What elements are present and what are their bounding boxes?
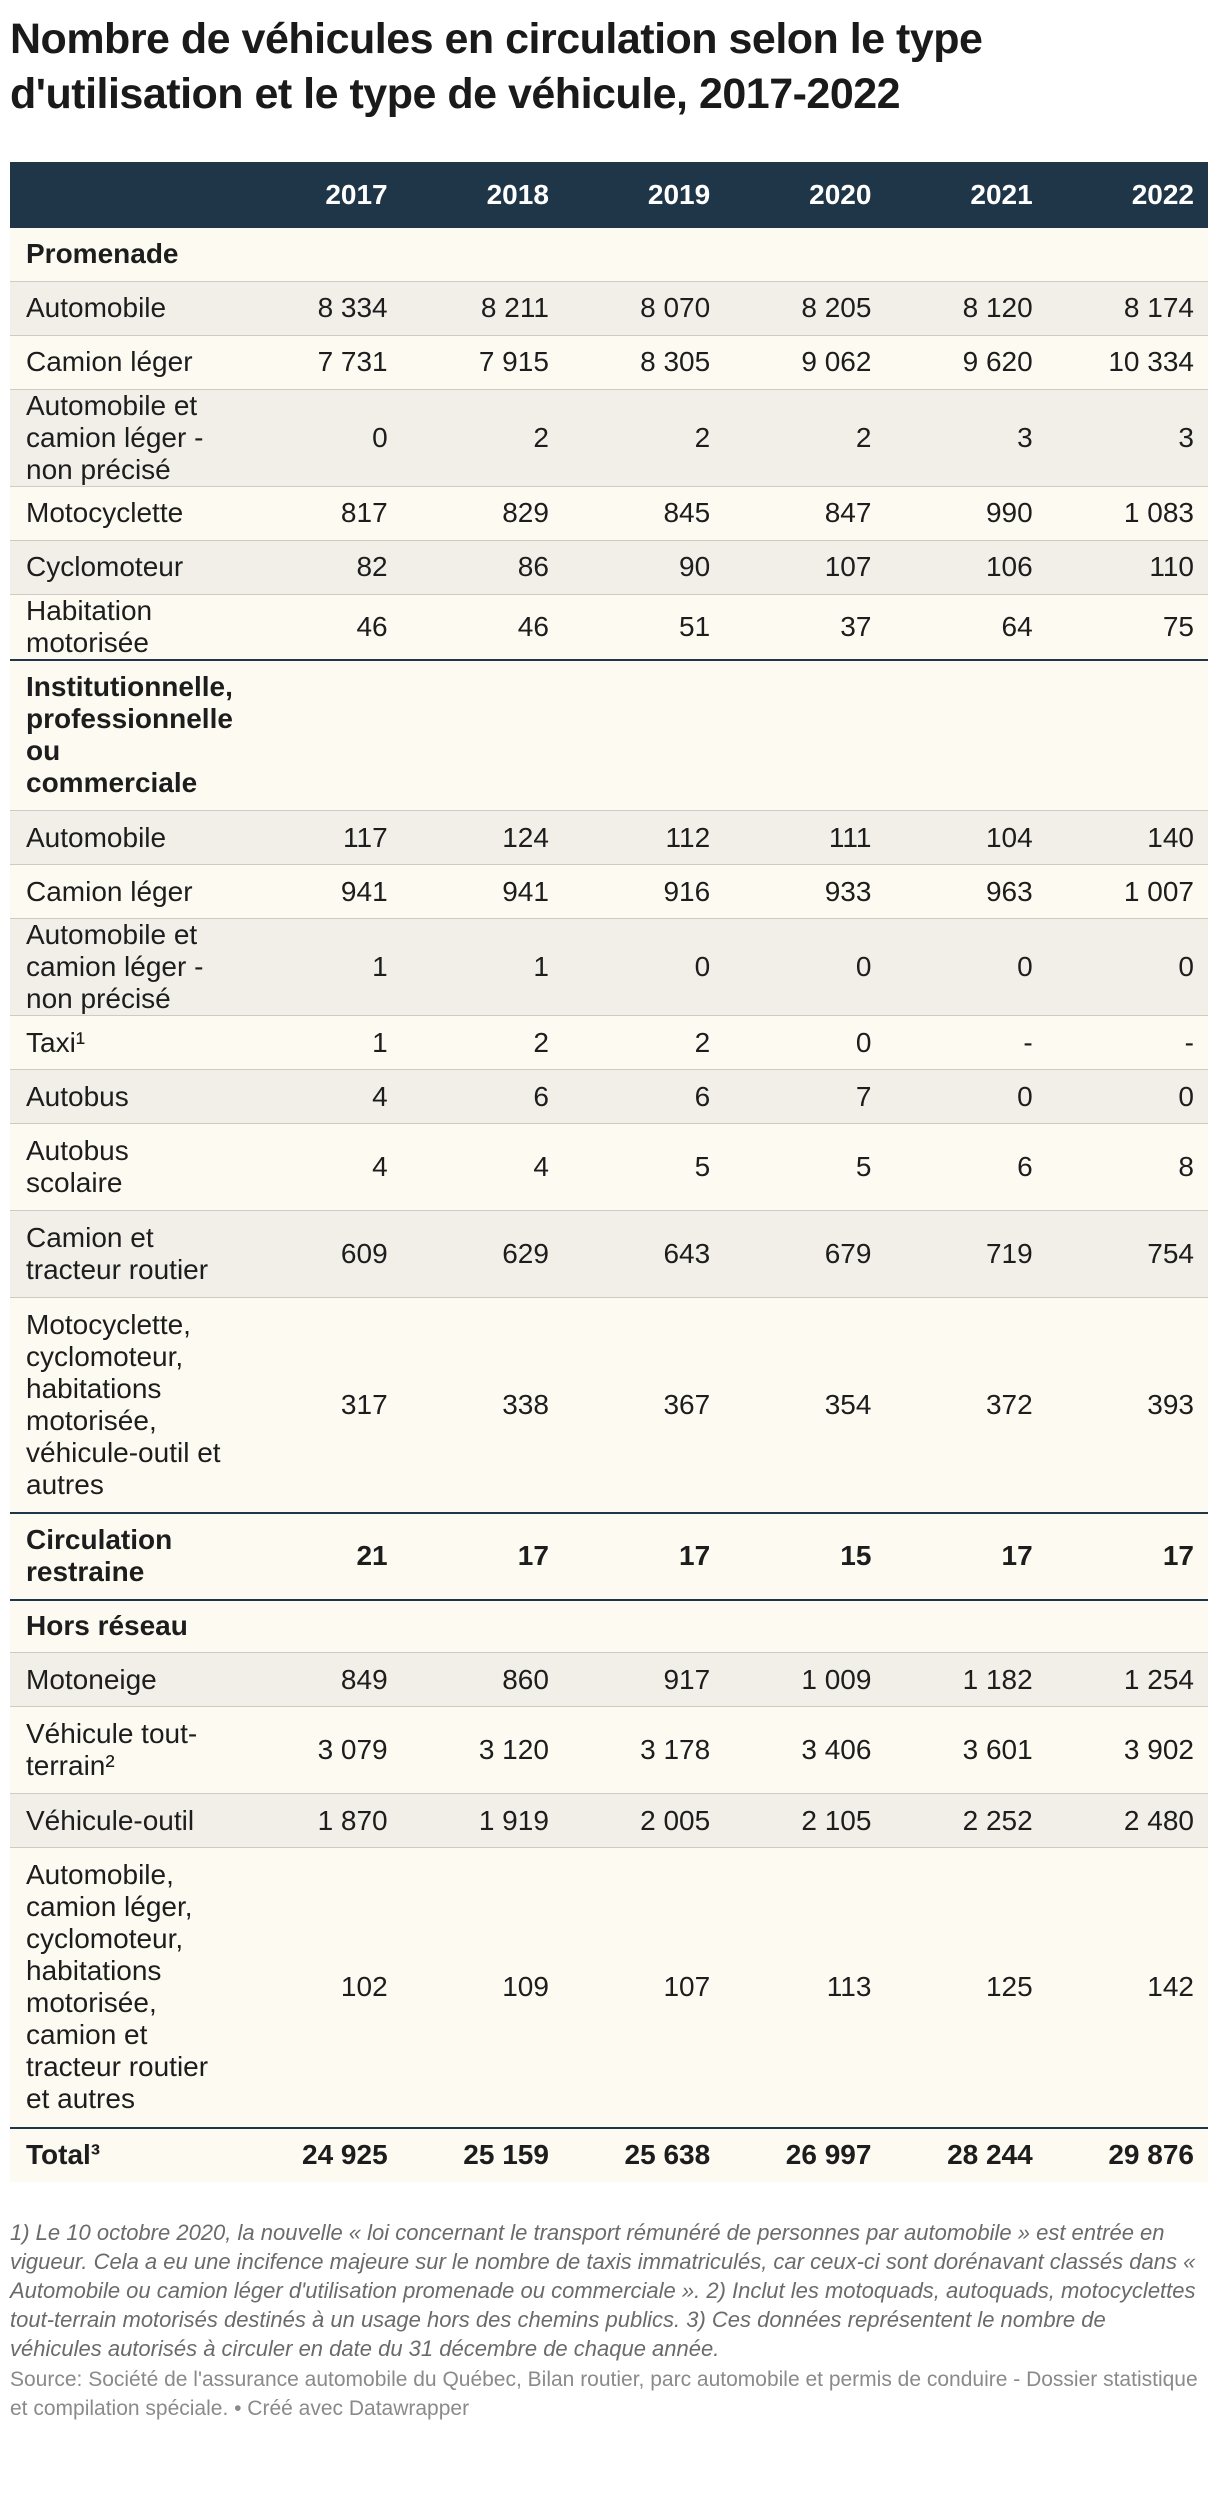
table-cell: 86 (402, 540, 563, 594)
table-cell: 372 (885, 1298, 1046, 1513)
table-cell (724, 228, 885, 281)
table-cell: 142 (1047, 1848, 1208, 2128)
table-cell: 8 211 (402, 281, 563, 335)
table-cell: 112 (563, 811, 724, 865)
table-cell: 82 (240, 540, 401, 594)
table-cell: 17 (402, 1513, 563, 1600)
row-label: Automobile et camion léger - non précisé (10, 389, 240, 486)
table-cell (1047, 1600, 1208, 1653)
table-cell: 609 (240, 1211, 401, 1298)
table-cell: 51 (563, 594, 724, 660)
table-cell: 106 (885, 540, 1046, 594)
table-cell: 2 005 (563, 1794, 724, 1848)
table-cell: 679 (724, 1211, 885, 1298)
table-cell: 17 (1047, 1513, 1208, 1600)
table-row (10, 1653, 1208, 1707)
table-cell (563, 228, 724, 281)
table-cell (240, 660, 401, 811)
table-cell: 0 (724, 1016, 885, 1070)
table-row (10, 1070, 1208, 1124)
table-row (10, 281, 1208, 335)
category-row (10, 2128, 1208, 2182)
table-row (10, 389, 1208, 486)
table-cell (563, 1600, 724, 1653)
row-label: Motocyclette, cyclomoteur, habitations motorisée, véhicule-outil et autres (10, 1298, 240, 1513)
category-row (10, 1513, 1208, 1600)
table-cell: 941 (240, 865, 401, 919)
table-cell: 21 (240, 1513, 401, 1600)
table-cell: 1 (402, 919, 563, 1016)
table-cell: 24 925 (240, 2128, 401, 2182)
table-cell: 7 (724, 1070, 885, 1124)
table-cell: 102 (240, 1848, 401, 2128)
table-cell: 990 (885, 486, 1046, 540)
table-cell: 7 731 (240, 335, 401, 389)
table-cell: 2 480 (1047, 1794, 1208, 1848)
table-cell: 10 334 (1047, 335, 1208, 389)
data-table (10, 162, 1208, 2182)
table-cell: 4 (240, 1124, 401, 1211)
source-note: Source: Société de l'assurance automobile du Québec, Bilan routier, parc automobile et permis de conduire - Dossier statistique et compilation spéciale. • Créé avec Datawrapper (10, 2367, 1198, 2420)
table-cell: 3 (885, 389, 1046, 486)
table-row (10, 919, 1208, 1016)
table-cell: 6 (563, 1070, 724, 1124)
table-cell (1047, 228, 1208, 281)
table-cell: 111 (724, 811, 885, 865)
table-cell: 113 (724, 1848, 885, 2128)
table-cell: 6 (885, 1124, 1046, 1211)
table-cell: 104 (885, 811, 1046, 865)
table-cell: 4 (240, 1070, 401, 1124)
row-label: Total³ (10, 2128, 240, 2182)
table-cell: 29 876 (1047, 2128, 1208, 2182)
table-row (10, 1124, 1208, 1211)
table-cell: 3 601 (885, 1707, 1046, 1794)
table-cell: 9 620 (885, 335, 1046, 389)
table-cell: 17 (885, 1513, 1046, 1600)
table-cell: 1 254 (1047, 1653, 1208, 1707)
table-cell (1047, 660, 1208, 811)
table-cell: 3 079 (240, 1707, 401, 1794)
table-cell: 109 (402, 1848, 563, 2128)
table-cell: 125 (885, 1848, 1046, 2128)
table-row (10, 486, 1208, 540)
column-header: 2019 (563, 162, 724, 228)
column-header: 2018 (402, 162, 563, 228)
table-cell: 1 (240, 1016, 401, 1070)
table-cell: 1 083 (1047, 486, 1208, 540)
table-cell: 2 105 (724, 1794, 885, 1848)
table-cell: 25 159 (402, 2128, 563, 2182)
table-cell: 1 009 (724, 1653, 885, 1707)
table-cell (724, 1600, 885, 1653)
row-label: Circulation restraine (10, 1513, 240, 1600)
table-cell: 338 (402, 1298, 563, 1513)
table-row (10, 1848, 1208, 2128)
table-cell: 107 (724, 540, 885, 594)
table-cell (240, 228, 401, 281)
table-cell: 107 (563, 1848, 724, 2128)
table-cell: 28 244 (885, 2128, 1046, 2182)
table-cell: 0 (885, 1070, 1046, 1124)
row-label: Camion léger (10, 335, 240, 389)
table-cell: 3 406 (724, 1707, 885, 1794)
table-cell: 933 (724, 865, 885, 919)
row-label: Taxi¹ (10, 1016, 240, 1070)
table-cell: 8 174 (1047, 281, 1208, 335)
table-cell: 3 178 (563, 1707, 724, 1794)
table-cell: 3 902 (1047, 1707, 1208, 1794)
table-cell: 5 (563, 1124, 724, 1211)
table-cell: 110 (1047, 540, 1208, 594)
table-row (10, 1707, 1208, 1794)
table-cell: 719 (885, 1211, 1046, 1298)
table-cell: 849 (240, 1653, 401, 1707)
table-cell: 8 205 (724, 281, 885, 335)
table-row (10, 335, 1208, 389)
table-cell: 5 (724, 1124, 885, 1211)
table-row (10, 811, 1208, 865)
row-label: Automobile, camion léger, cyclomoteur, habitations motorisée, camion et tracteur routier et autres (10, 1848, 240, 2128)
table-cell: 15 (724, 1513, 885, 1600)
table-cell: 124 (402, 811, 563, 865)
table-cell: 1 007 (1047, 865, 1208, 919)
table-row (10, 1298, 1208, 1513)
table-row (10, 1016, 1208, 1070)
table-cell: 354 (724, 1298, 885, 1513)
table-header-row (10, 162, 1208, 228)
table-cell: 860 (402, 1653, 563, 1707)
table-cell: 0 (1047, 919, 1208, 1016)
table-row (10, 1794, 1208, 1848)
table-cell: 2 (724, 389, 885, 486)
row-label: Institutionnelle, professionnelle ou commerciale (10, 660, 240, 811)
row-label: Motocyclette (10, 486, 240, 540)
table-cell: 8 070 (563, 281, 724, 335)
row-label: Véhicule tout-terrain² (10, 1707, 240, 1794)
table-cell: 140 (1047, 811, 1208, 865)
table-row (10, 1211, 1208, 1298)
table-cell: 46 (402, 594, 563, 660)
table-cell: 8 (1047, 1124, 1208, 1211)
column-header: 2017 (240, 162, 401, 228)
table-cell (885, 660, 1046, 811)
table-row (10, 865, 1208, 919)
row-label: Autobus (10, 1070, 240, 1124)
table-cell: 8 334 (240, 281, 401, 335)
table-cell: 2 (402, 1016, 563, 1070)
row-label: Automobile et camion léger - non précisé (10, 919, 240, 1016)
table-cell: 916 (563, 865, 724, 919)
row-label: Promenade (10, 228, 240, 281)
column-header: 2022 (1047, 162, 1208, 228)
table-cell: 367 (563, 1298, 724, 1513)
table-cell: 9 062 (724, 335, 885, 389)
table-cell: 2 (563, 1016, 724, 1070)
table-cell: 64 (885, 594, 1046, 660)
table-cell (402, 1600, 563, 1653)
table-cell: 117 (240, 811, 401, 865)
row-label: Véhicule-outil (10, 1794, 240, 1848)
table-cell: 2 (402, 389, 563, 486)
table-cell: 7 915 (402, 335, 563, 389)
table-cell: 1 919 (402, 1794, 563, 1848)
row-label: Camion et tracteur routier (10, 1211, 240, 1298)
table-cell: 25 638 (563, 2128, 724, 2182)
table-cell: 17 (563, 1513, 724, 1600)
table-cell (240, 1600, 401, 1653)
table-cell: 963 (885, 865, 1046, 919)
table-cell: 8 120 (885, 281, 1046, 335)
table-cell: - (1047, 1016, 1208, 1070)
table-cell: 643 (563, 1211, 724, 1298)
chart-title: Nombre de véhicules en circulation selon le type d'utilisation et le type de véhicule, 2017-2022 (10, 15, 983, 118)
footnotes: 1) Le 10 octobre 2020, la nouvelle « loi concernant le transport rémunéré de personnes par automobile » est entrée en vigueur. Cela a eu une incifence majeure sur le nombre de taxis immatriculés, car ceux-ci sont dorénavant classés dans « Automobile ou camion léger d'utilisation promenade ou commerciale ». 2) Inclut les motoquads, autoquads, motocyclettes tout-terrain motorisés destinés à un usage hors des chemins publics. 3) Ces données représentent le nombre de véhicules autorisés à circuler en date du 31 décembre de chaque année. (10, 2219, 1196, 2361)
table-row (10, 540, 1208, 594)
category-row (10, 660, 1208, 811)
table-cell: 917 (563, 1653, 724, 1707)
row-label: Camion léger (10, 865, 240, 919)
table-cell: 0 (240, 389, 401, 486)
table-cell: 6 (402, 1070, 563, 1124)
table-cell: 0 (885, 919, 1046, 1016)
row-label: Automobile (10, 811, 240, 865)
row-label: Cyclomoteur (10, 540, 240, 594)
table-cell (885, 1600, 1046, 1653)
column-header (10, 162, 240, 228)
row-label: Automobile (10, 281, 240, 335)
table-cell: 2 252 (885, 1794, 1046, 1848)
table-cell: 2 (563, 389, 724, 486)
table-cell: 0 (563, 919, 724, 1016)
table-cell: 941 (402, 865, 563, 919)
table-cell: 3 120 (402, 1707, 563, 1794)
column-header: 2020 (724, 162, 885, 228)
table-cell: 629 (402, 1211, 563, 1298)
table-cell: 46 (240, 594, 401, 660)
table-cell: 26 997 (724, 2128, 885, 2182)
table-cell (402, 660, 563, 811)
table-cell: 8 305 (563, 335, 724, 389)
table-cell: 37 (724, 594, 885, 660)
table-cell (885, 228, 1046, 281)
category-row (10, 228, 1208, 281)
table-cell: 393 (1047, 1298, 1208, 1513)
table-cell (563, 660, 724, 811)
table-cell: 847 (724, 486, 885, 540)
table-cell: 1 870 (240, 1794, 401, 1848)
table-cell: 829 (402, 486, 563, 540)
table-cell: 317 (240, 1298, 401, 1513)
row-label: Hors réseau (10, 1600, 240, 1653)
table-row (10, 594, 1208, 660)
table-cell: 75 (1047, 594, 1208, 660)
table-cell: 1 (240, 919, 401, 1016)
table-cell: - (885, 1016, 1046, 1070)
row-label: Autobus scolaire (10, 1124, 240, 1211)
table-cell: 4 (402, 1124, 563, 1211)
category-row (10, 1600, 1208, 1653)
row-label: Motoneige (10, 1653, 240, 1707)
table-cell: 1 182 (885, 1653, 1046, 1707)
table-cell: 3 (1047, 389, 1208, 486)
table-cell (402, 228, 563, 281)
table-cell: 0 (724, 919, 885, 1016)
row-label: Habitation motorisée (10, 594, 240, 660)
table-cell: 817 (240, 486, 401, 540)
table-cell: 90 (563, 540, 724, 594)
table-cell: 845 (563, 486, 724, 540)
table-cell (724, 660, 885, 811)
table-cell: 754 (1047, 1211, 1208, 1298)
table-cell: 0 (1047, 1070, 1208, 1124)
column-header: 2021 (885, 162, 1046, 228)
table-body (10, 228, 1208, 2182)
